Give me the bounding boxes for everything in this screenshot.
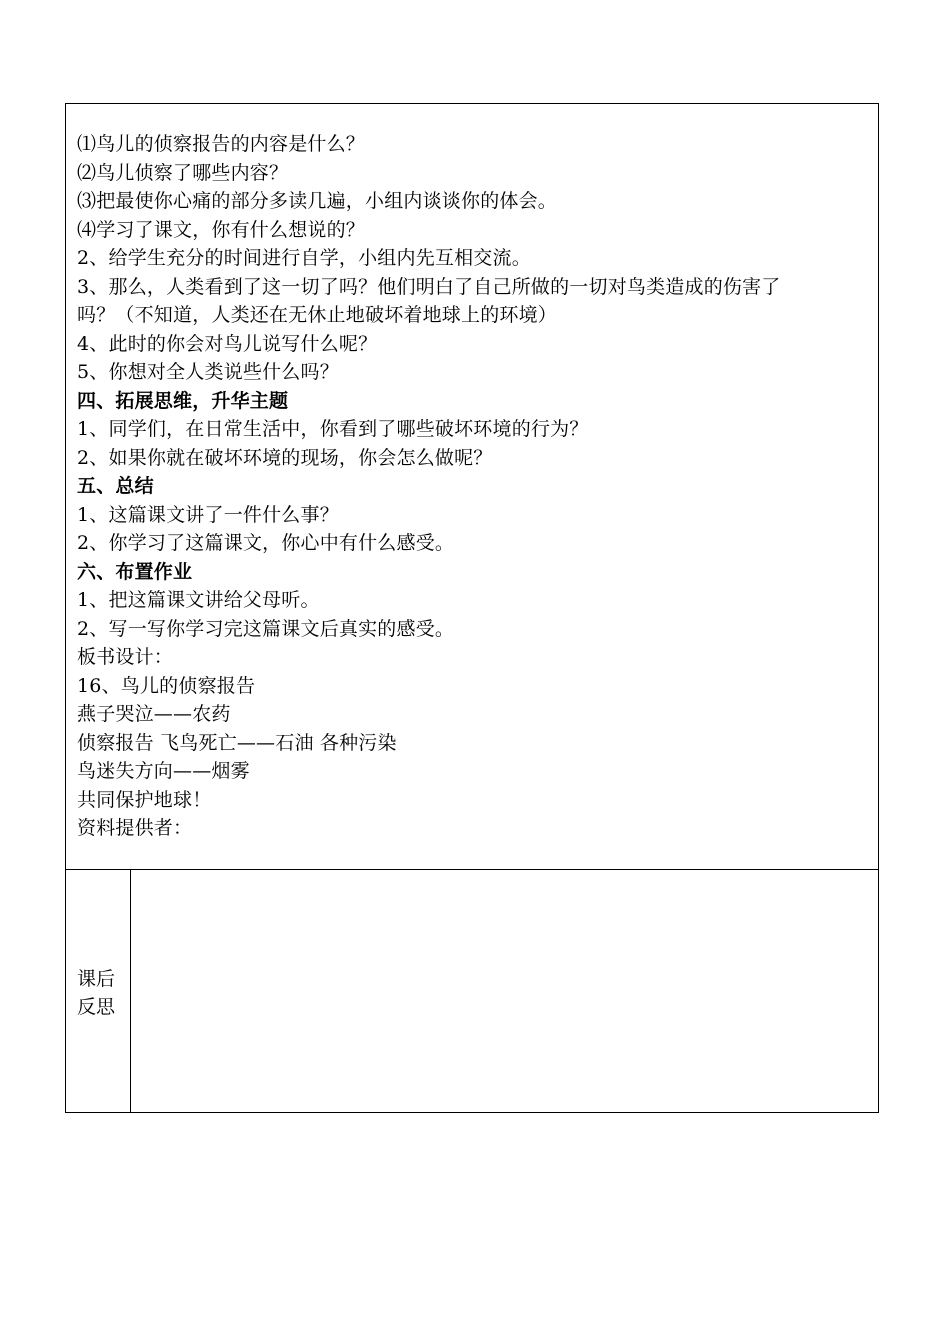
lesson-line: 鸟迷失方向——烟雾	[77, 760, 250, 782]
lesson-line: 2、给学生充分的时间进行自学，小组内先互相交流。	[77, 247, 531, 269]
lesson-line: 16、鸟儿的侦察报告	[77, 674, 256, 697]
lesson-line: 共同保护地球！	[77, 788, 212, 811]
section-heading: 六、布置作业	[77, 560, 193, 583]
lesson-plan-table	[65, 103, 879, 1113]
lesson-line: 侦察报告 飞鸟死亡——石油 各种污染	[77, 731, 397, 754]
reflection-label-cell	[66, 870, 131, 1112]
lesson-line: 2、你学习了这篇课文，你心中有什么感受。	[77, 532, 455, 554]
reflection-label-line: 反思	[77, 996, 116, 1018]
lesson-content-cell	[66, 104, 878, 870]
lesson-line: ⑴鸟儿的侦察报告的内容是什么？	[77, 133, 366, 155]
reflection-content-area[interactable]	[131, 870, 878, 1112]
lesson-line: 3、那么，人类看到了这一切了吗？他们明白了自己所做的一切对鸟类造成的伤害了	[77, 275, 781, 298]
lesson-line: ⑵鸟儿侦察了哪些内容？	[77, 161, 289, 184]
lesson-line: ⑷学习了课文，你有什么想说的？	[77, 218, 366, 241]
lesson-line: 资料提供者：	[77, 817, 193, 839]
lesson-line: ⑶把最使你心痛的部分多读几遍，小组内谈谈你的体会。	[77, 190, 558, 212]
lesson-line: 5、你想对全人类说些什么吗？	[77, 361, 339, 383]
lesson-line: 2、写一写你学习完这篇课文后真实的感受。	[77, 617, 455, 640]
reflection-label	[77, 965, 121, 1021]
lesson-line: 板书设计：	[77, 646, 174, 668]
reflection-label-line: 课后	[77, 968, 116, 990]
lesson-line: 1、同学们，在日常生活中，你看到了哪些破坏环境的行为？	[77, 418, 589, 440]
lesson-line: 1、这篇课文讲了一件什么事？	[77, 503, 339, 526]
lesson-line: 吗？（不知道，人类还在无休止地破坏着地球上的环境）	[77, 304, 558, 326]
section-heading: 四、拓展思维，升华主题	[77, 389, 289, 412]
lesson-line: 燕子哭泣——农药	[77, 703, 231, 725]
lesson-line: 2、如果你就在破坏环境的现场，你会怎么做呢？	[77, 446, 493, 469]
lesson-line: 4、此时的你会对鸟儿说写什么呢？	[77, 332, 378, 355]
lesson-line: 1、把这篇课文讲给父母听。	[77, 589, 320, 611]
section-heading: 五、总结	[77, 475, 154, 497]
